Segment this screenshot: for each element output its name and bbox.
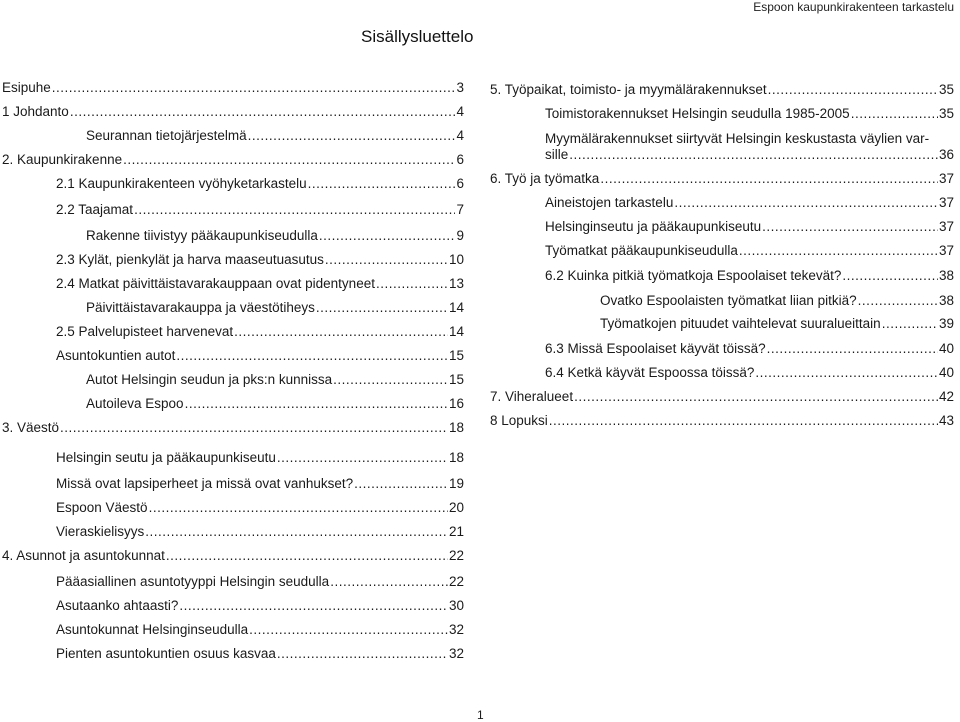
toc-entry[interactable]: Vieraskielisyys ..... 21 bbox=[56, 524, 464, 540]
page-number: 1 bbox=[477, 708, 484, 722]
toc-entry[interactable]: 4. Asunnot ja asuntokunnat ..... 22 bbox=[2, 548, 464, 564]
toc-entry[interactable]: 2.4 Matkat päivittäistavarakauppaan ovat pidentyneet ..... 13 bbox=[56, 276, 464, 292]
toc-entry[interactable]: 6.2 Kuinka pitkiä työmatkoja Espoolaiset tekevät? ..... 38 bbox=[545, 268, 954, 284]
toc-entry[interactable]: 3. Väestö ..... 18 bbox=[2, 420, 464, 436]
running-header: Espoon kaupunkirakenteen tarkastelu bbox=[753, 0, 954, 14]
toc-entry[interactable]: 5. Työpaikat, toimisto- ja myymälärakennukset ..... 35 bbox=[490, 82, 954, 98]
toc-entry[interactable]: Asuntokuntien autot ..... 15 bbox=[56, 348, 464, 364]
toc-entry[interactable]: 2.3 Kylät, pienkylät ja harva maaseutuasutus ..... 10 bbox=[56, 252, 464, 268]
toc-entry-line1: Myymälärakennukset siirtyvät Helsingin keskustasta väylien var- bbox=[545, 131, 930, 146]
toc-entry[interactable]: Rakenne tiivistyy pääkaupunkiseudulla ..... 9 bbox=[86, 228, 464, 244]
toc-entry[interactable]: 2.1 Kaupunkirakenteen vyöhyketarkastelu ..... 6 bbox=[56, 176, 464, 192]
toc-entry[interactable]: Ovatko Espoolaisten työmatkat liian pitkiä? ..... 38 bbox=[600, 293, 954, 309]
toc-entry[interactable]: 2.5 Palvelupisteet harvenevat ..... 14 bbox=[56, 324, 464, 340]
toc-entry[interactable]: Autoileva Espoo ..... 16 bbox=[86, 396, 464, 412]
toc-entry[interactable]: Pienten asuntokuntien osuus kasvaa ..... 32 bbox=[56, 646, 464, 662]
toc-entry[interactable]: 1 Johdanto ..... 4 bbox=[2, 104, 464, 120]
toc-entry[interactable]: Päivittäistavarakauppa ja väestötiheys ..... 14 bbox=[86, 300, 464, 316]
toc-entry[interactable]: 8 Lopuksi ..... 43 bbox=[490, 413, 954, 429]
toc-entry[interactable]: Aineistojen tarkastelu ..... 37 bbox=[545, 195, 954, 211]
toc-entry[interactable]: Asuntokunnat Helsinginseudulla ..... 32 bbox=[56, 622, 464, 638]
toc-entry[interactable]: 2. Kaupunkirakenne ..... 6 bbox=[2, 152, 464, 168]
toc-entry[interactable]: Autot Helsingin seudun ja pks:n kunnissa ..... 15 bbox=[86, 372, 464, 388]
toc-entry[interactable]: 2.2 Taajamat ..... 7 bbox=[56, 202, 464, 218]
toc-entry[interactable]: Helsinginseutu ja pääkaupunkiseutu ..... 37 bbox=[545, 219, 954, 235]
page-title: Sisällysluettelo bbox=[361, 27, 474, 46]
toc-entry[interactable]: Toimistorakennukset Helsingin seudulla 1985-2005 ..... 35 bbox=[545, 106, 954, 122]
toc-entry[interactable]: Esipuhe ..... 3 bbox=[2, 80, 464, 96]
toc-entry[interactable]: 7. Viheralueet ..... 42 bbox=[490, 389, 954, 405]
toc-entry[interactable]: Helsingin seutu ja pääkaupunkiseutu ..... 18 bbox=[56, 450, 464, 466]
toc-entry[interactable]: Työmatkat pääkaupunkiseudulla ..... 37 bbox=[545, 243, 954, 259]
toc-entry[interactable]: Asutaanko ahtaasti? ..... 30 bbox=[56, 598, 464, 614]
toc-entry[interactable]: Espoon Väestö ..... 20 bbox=[56, 500, 464, 516]
toc-entry[interactable]: Pääasiallinen asuntotyyppi Helsingin seudulla ..... 22 bbox=[56, 574, 464, 590]
toc-entry[interactable]: Seurannan tietojärjestelmä ..... 4 bbox=[86, 128, 464, 144]
toc-entry[interactable]: Työmatkojen pituudet vaihtelevat suuralueittain ..... 39 bbox=[600, 316, 954, 332]
toc-entry[interactable]: 6.3 Missä Espoolaiset käyvät töissä? ..... 40 bbox=[545, 341, 954, 357]
toc-entry[interactable]: 6. Työ ja työmatka ..... 37 bbox=[490, 171, 954, 187]
toc-entry[interactable]: Missä ovat lapsiperheet ja missä ovat vanhukset? ..... 19 bbox=[56, 476, 464, 492]
toc-entry[interactable]: sille ..... 36 bbox=[545, 147, 954, 163]
toc-entry[interactable]: 6.4 Ketkä käyvät Espoossa töissä? ..... 40 bbox=[545, 365, 954, 381]
